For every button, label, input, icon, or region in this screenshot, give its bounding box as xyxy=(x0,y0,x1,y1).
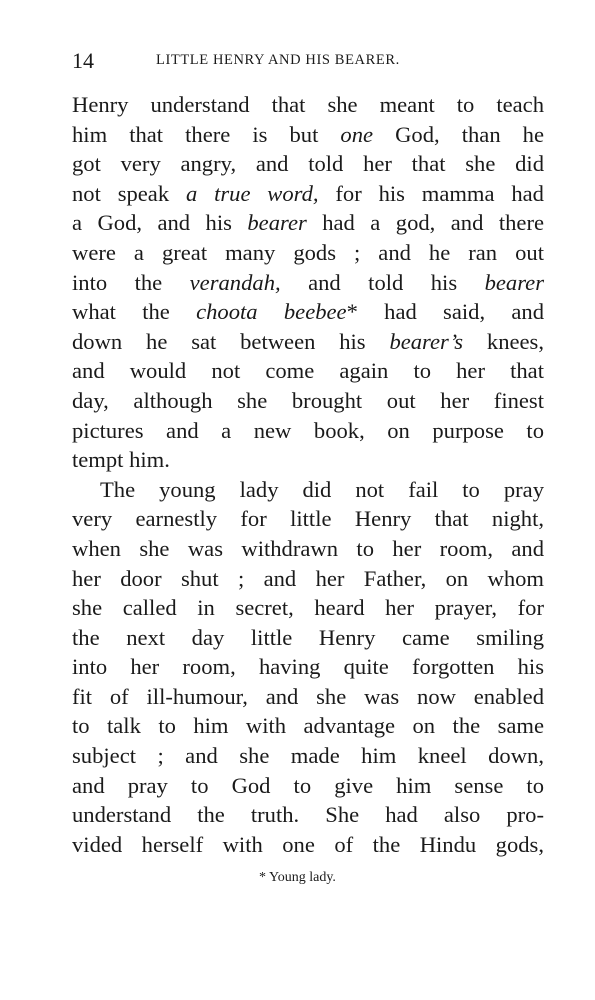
text-line: when she was withdrawn to her room, and xyxy=(72,535,544,561)
text-line: got very angry, and told her that she did xyxy=(72,151,544,177)
text-line: down he sat between his bearer’s knees, xyxy=(72,328,545,354)
text-line: subject ; and she made him kneel down, xyxy=(72,743,544,769)
text-line: not speak a true word, for his mamma had xyxy=(72,180,544,206)
text-line: understand the truth. She had also pro- xyxy=(72,802,544,828)
running-title: LITTLE HENRY AND HIS BEARER. xyxy=(156,52,400,68)
footnote: * Young lady. xyxy=(259,870,336,885)
text-line: and would not come again to her that xyxy=(72,358,544,384)
text-line: day, although she brought out her finest xyxy=(72,387,544,413)
text-line: into the verandah, and told his bearer xyxy=(72,269,544,295)
body-text xyxy=(72,90,544,859)
page-number: 14 xyxy=(72,48,94,73)
text-line: she called in secret, heard her prayer, for xyxy=(72,595,544,621)
text-line: a God, and his bearer had a god, and there xyxy=(72,210,544,236)
text-line: very earnestly for little Henry that night, xyxy=(72,506,544,532)
text-line: to talk to him with advantage on the same xyxy=(72,713,544,739)
text-line: him that there is but one God, than he xyxy=(72,121,544,147)
text-line: what the choota beebee* had said, and xyxy=(72,299,544,325)
paragraph-first-line: The young lady did not fail to pray xyxy=(100,476,544,502)
text-line: were a great many gods ; and he ran out xyxy=(72,239,544,265)
text-line: Henry understand that she meant to teach xyxy=(72,92,544,117)
text-line: and pray to God to give him sense to xyxy=(72,772,544,798)
page-header xyxy=(72,48,544,72)
text-line: her door shut ; and her Father, on whom xyxy=(72,565,544,591)
text-line: the next day little Henry came smiling xyxy=(72,624,544,650)
text-line: vided herself with one of the Hindu gods, xyxy=(72,831,544,857)
text-line: into her room, having quite forgotten his xyxy=(72,654,544,680)
text-line: fit of ill-humour, and she was now enabled xyxy=(72,683,544,709)
text-line: pictures and a new book, on purpose to xyxy=(72,417,544,443)
paragraph-last-line: tempt him. xyxy=(72,447,170,473)
